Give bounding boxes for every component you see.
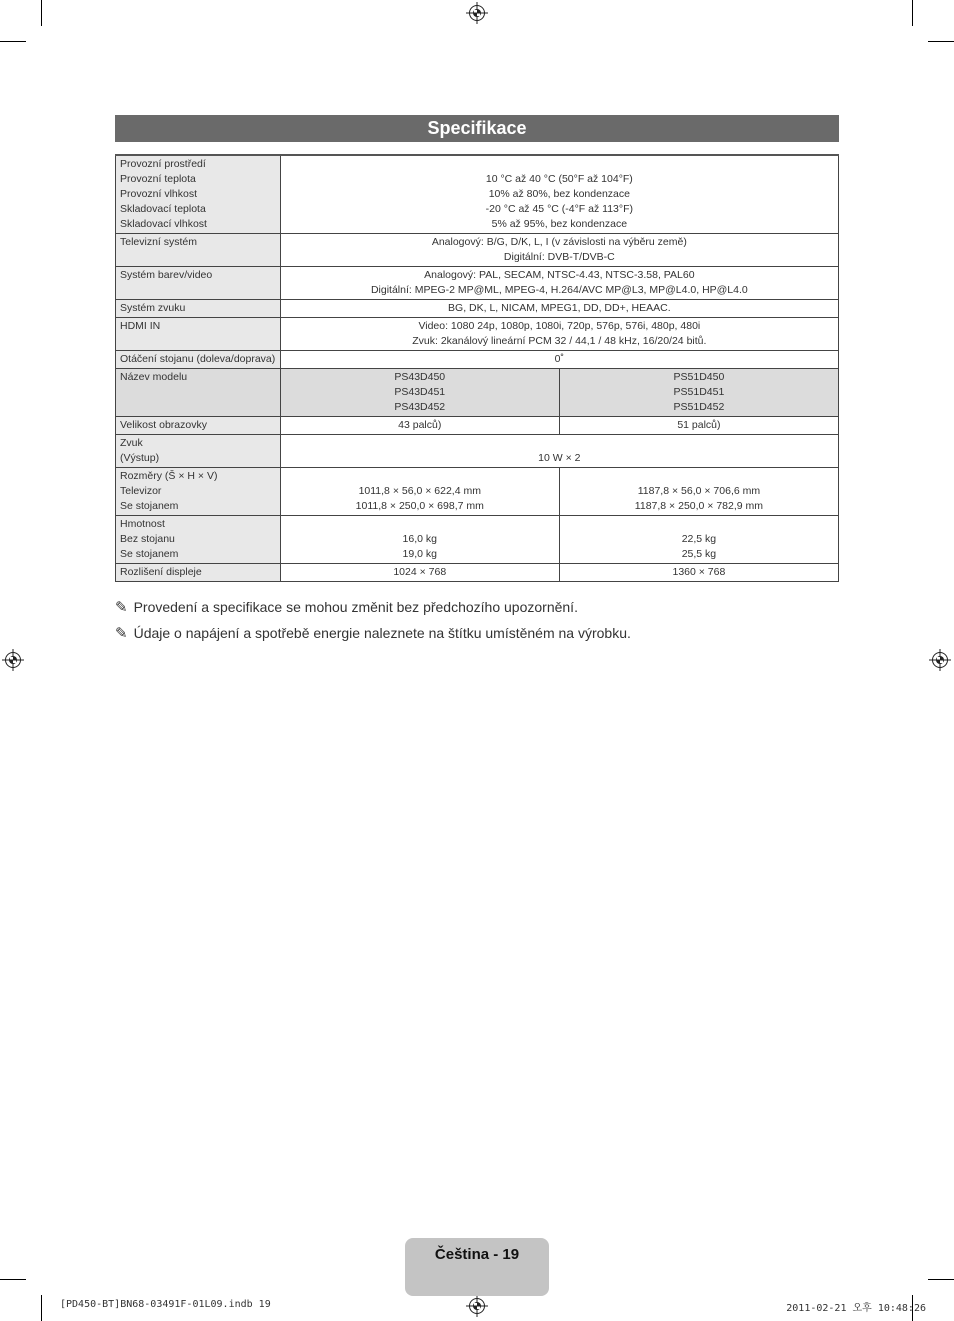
spec-value (280, 417, 559, 435)
spec-value-line: Digitální: MPEG-2 MP@ML, MPEG-4, H.264/AVC MP@L3, MP@L4.0, HP@L4.0 (370, 284, 748, 296)
spec-label-line: Provozní teplota (120, 173, 196, 185)
spec-value-line: 10 W × 2 (538, 452, 581, 464)
spec-label-line: Bez stojanu (120, 533, 175, 545)
spec-value-line: 43 palců) (398, 419, 442, 431)
spec-label (116, 351, 281, 369)
spec-label (116, 468, 281, 516)
file-slug: [PD450-BT]BN68-03491F-01L09.indb 19 (60, 1299, 271, 1310)
spec-value-line: 1187,8 × 56,0 × 706,6 mm (637, 485, 761, 497)
spec-row (116, 234, 839, 267)
pencil-icon: ✎ (115, 625, 128, 642)
spec-row (116, 351, 839, 369)
crop-mark (928, 41, 954, 42)
spec-label-line: Rozlišení displeje (120, 566, 202, 578)
registration-mark-icon (469, 5, 485, 21)
spec-value-line: 1360 × 768 (672, 566, 726, 578)
spec-value (280, 369, 559, 417)
spec-label-line: Provozní prostředí (120, 158, 206, 170)
spec-label-line: Zvuk (120, 437, 143, 449)
note-text: Údaje o napájení a spotřebě energie naleznete na štítku umístěném na výrobku. (133, 625, 631, 641)
spec-value (280, 155, 838, 234)
crop-mark (41, 0, 42, 26)
note-1 (115, 598, 578, 616)
spec-value (559, 417, 838, 435)
spec-label-line: Otáčení stojanu (doleva/doprava) (120, 353, 276, 365)
crop-mark (0, 41, 26, 42)
spec-row (116, 300, 839, 318)
spec-label (116, 564, 281, 582)
spec-label (116, 516, 281, 564)
spec-value-line: 1011,8 × 56,0 × 622,4 mm (358, 485, 481, 497)
spec-row (116, 564, 839, 582)
spec-value (559, 516, 838, 564)
spec-value-line: PS43D451 (394, 386, 446, 398)
spec-value (280, 234, 838, 267)
note-2 (115, 624, 631, 642)
spec-label-line: Systém zvuku (120, 302, 186, 314)
spec-label (116, 155, 281, 234)
spec-label (116, 234, 281, 267)
spec-value-line: 0˚ (554, 353, 565, 365)
crop-mark (928, 1279, 954, 1280)
spec-value-line: PS43D452 (394, 401, 446, 413)
crop-mark (41, 1295, 42, 1321)
spec-value-line: Analogový: PAL, SECAM, NTSC-4.43, NTSC-3.58, PAL60 (424, 269, 695, 281)
spec-row (116, 318, 839, 351)
spec-value (559, 564, 838, 582)
spec-value-line: Digitální: DVB-T/DVB-C (503, 251, 615, 263)
spec-value-line: Zvuk: 2kanálový lineární PCM 32 / 44,1 / 48 kHz, 16/20/24 bitů. (412, 335, 707, 347)
spec-value (559, 369, 838, 417)
registration-mark-icon (932, 652, 948, 668)
spec-label-line: Se stojanem (120, 548, 179, 560)
spec-label (116, 417, 281, 435)
spec-value (559, 468, 838, 516)
spec-row (116, 155, 839, 234)
spec-value-line: PS51D451 (673, 386, 725, 398)
spec-value-line: 22,5 kg (681, 533, 717, 545)
spec-row (116, 417, 839, 435)
spec-label-line: Rozměry (Š × H × V) (120, 470, 218, 482)
spec-value (280, 318, 838, 351)
spec-value (280, 468, 559, 516)
spec-label-line: Televizor (120, 485, 162, 497)
spec-value-line: 10 °C až 40 °C (50°F až 104°F) (485, 173, 633, 185)
spec-value-line: PS51D452 (673, 401, 725, 413)
spec-value-line: 5% až 95%, bez kondenzace (491, 218, 628, 230)
spec-value-line: 1011,8 × 250,0 × 698,7 mm (355, 500, 484, 512)
spec-value (280, 351, 838, 369)
spec-label-line: Provozní vlhkost (120, 188, 198, 200)
spec-value (280, 300, 838, 318)
spec-value (280, 564, 559, 582)
note-text: Provedení a specifikace se mohou změnit bez předchozího upozornění. (133, 599, 578, 615)
spec-label-line: Hmotnost (120, 518, 165, 530)
spec-label-line: Se stojanem (120, 500, 179, 512)
spec-label (116, 369, 281, 417)
spec-value (280, 516, 559, 564)
spec-value-line: 1187,8 × 250,0 × 782,9 mm (634, 500, 764, 512)
spec-label-line: HDMI IN (120, 320, 161, 332)
spec-label (116, 435, 281, 468)
spec-row (116, 267, 839, 300)
spec-value-line: 10% až 80%, bez kondenzace (488, 188, 630, 200)
spec-label (116, 267, 281, 300)
crop-mark (912, 0, 913, 26)
spec-label-line: Velikost obrazovky (120, 419, 207, 431)
spec-label (116, 318, 281, 351)
spec-value-line: 51 palců) (677, 419, 721, 431)
spec-label-line: Systém barev/video (120, 269, 213, 281)
crop-mark (0, 1279, 26, 1280)
spec-value-line: Analogový: B/G, D/K, L, I (v závislosti na výběru země) (431, 236, 687, 248)
spec-value (280, 267, 838, 300)
spec-label-line: Název modelu (120, 371, 188, 383)
spec-label (116, 300, 281, 318)
spec-row (116, 369, 839, 417)
spec-value-line: PS51D450 (673, 371, 725, 383)
spec-value-line: 1024 × 768 (393, 566, 447, 578)
spec-value-line: 19,0 kg (402, 548, 437, 560)
spec-value-line: 25,5 kg (681, 548, 717, 560)
spec-value-line: PS43D450 (394, 371, 446, 383)
spec-value-line: -20 °C až 45 °C (-4°F až 113°F) (485, 203, 633, 215)
spec-row (116, 468, 839, 516)
spec-row (116, 435, 839, 468)
spec-value-line: BG, DK, L, NICAM, MPEG1, DD, DD+, HEAAC. (448, 302, 671, 314)
spec-label-line: Skladovací teplota (120, 203, 206, 215)
spec-label-line: Televizní systém (120, 236, 198, 248)
spec-value-line: Video: 1080 24p, 1080p, 1080i, 720p, 576p, 576i, 480p, 480i (418, 320, 701, 332)
page-number: Čeština - 19 (434, 1246, 520, 1263)
section-title: Specifikace (115, 115, 839, 142)
spec-row (116, 516, 839, 564)
pencil-icon: ✎ (115, 599, 128, 616)
spec-value (280, 435, 838, 468)
registration-mark-icon (5, 652, 21, 668)
spec-label-line: Skladovací vlhkost (120, 218, 207, 230)
specification-table (115, 154, 839, 582)
spec-label-line: (Výstup) (120, 452, 160, 464)
print-timestamp: 2011-02-21 오후 10:48:26 (786, 1303, 926, 1314)
spec-value-line: 16,0 kg (402, 533, 437, 545)
registration-mark-icon (469, 1298, 485, 1314)
